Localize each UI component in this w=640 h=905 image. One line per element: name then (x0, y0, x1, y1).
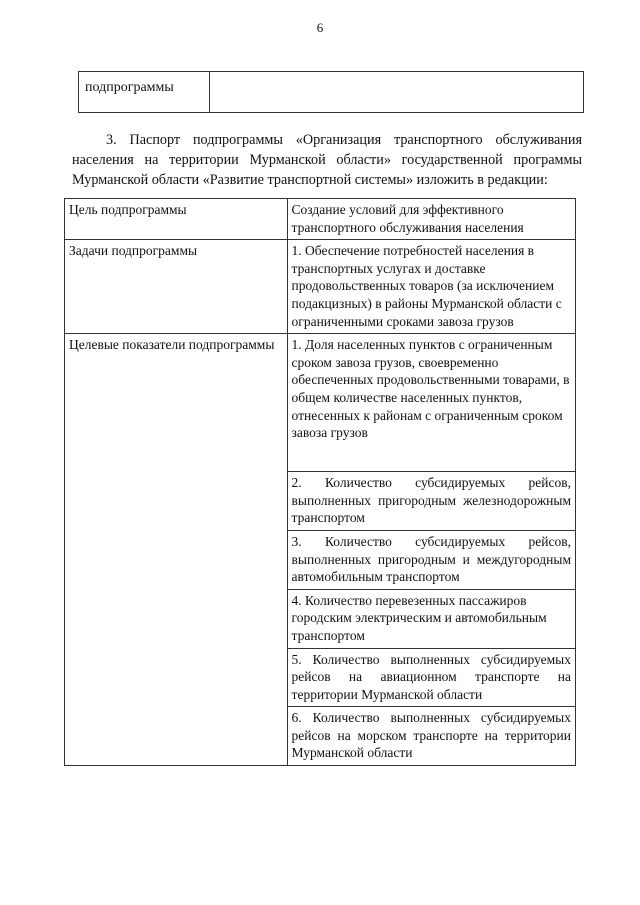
indicator-item: 4. Количество перевезенных пассажиров городским электрическим и автомобильным транспортом (287, 589, 575, 648)
page-number: 6 (316, 20, 324, 35)
indicator-item: 5. Количество выполненных субсидируемых рейсов на авиационном транспорте на территории Мурманской области (287, 648, 575, 707)
goal-label: Цель подпрограммы (65, 199, 288, 240)
continuation-table (78, 71, 584, 113)
table-row (79, 72, 584, 113)
indicator-item: 6. Количество выполненных субсидируемых рейсов на морском транспорте на территории Мурманской области (287, 707, 575, 766)
indicator-item: 3. Количество субсидируемых рейсов, выполненных пригородным и междугородным автомобильным транспортом (287, 530, 575, 589)
tasks-value: 1. Обеспечение потребностей населения в транспортных услугах и доставке продовольственных товаров (за исключением подакцизных) в районы Мурманской области с ограниченными сроками завоза грузов (287, 240, 575, 334)
goal-value: Создание условий для эффективного транспортного обслуживания населения (287, 199, 575, 240)
table-row (65, 199, 576, 240)
table-row (65, 334, 576, 472)
indicators-label: Целевые показатели подпрограммы (65, 334, 288, 766)
row-label: подпрограммы (79, 72, 210, 113)
indicator-item: 2. Количество субсидируемых рейсов, выполненных пригородным железнодорожным транспортом (287, 472, 575, 531)
table-row (65, 240, 576, 334)
subprogram-passport-table (64, 198, 576, 766)
tasks-label: Задачи подпрограммы (65, 240, 288, 334)
indicator-item: 1. Доля населенных пунктов с ограниченным сроком завоза грузов, своевременно обеспеченных продовольственными товарами, в общем количестве населенных пунктов, отнесенных к районам с ограниченным сроком завоза грузов (287, 334, 575, 472)
amendment-paragraph: 3. Паспорт подпрограммы «Организация транспортного обслуживания населения на территории Мурманской области» государственной программы Мурманской области «Развитие транспортной системы» изложить в редакции: (72, 132, 582, 188)
row-value (210, 72, 584, 113)
